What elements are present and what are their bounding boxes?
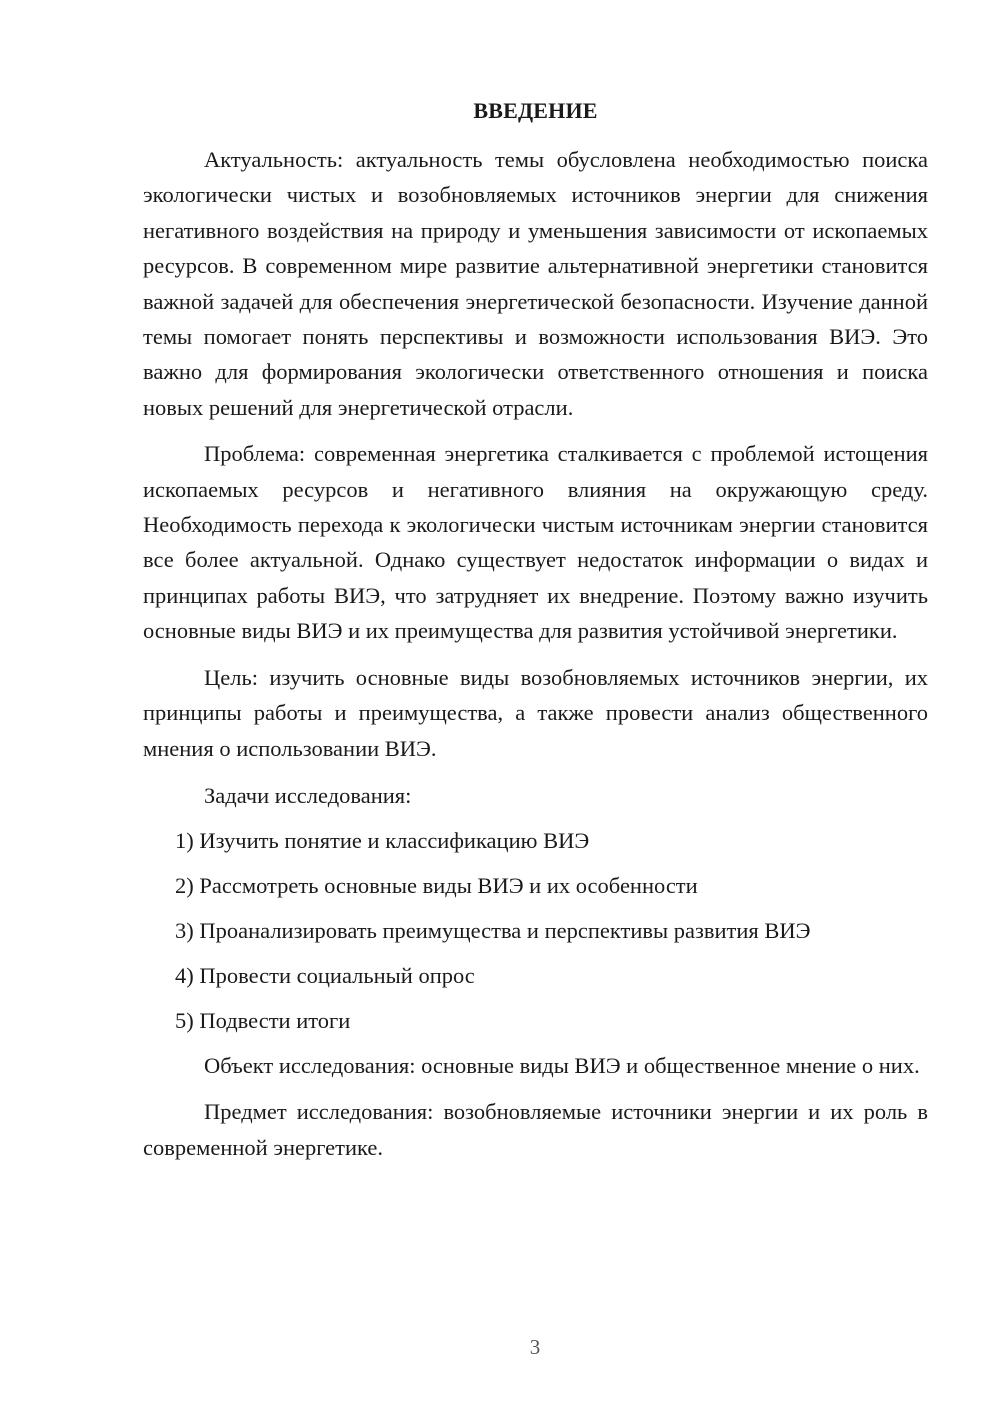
paragraph-subject: Предмет исследования: возобновляемые источники энергии и их роль в современной энергетике. <box>143 1099 928 1160</box>
task-item: 1) Изучить понятие и классификацию ВИЭ <box>175 827 590 853</box>
task-item: 3) Проанализировать преимущества и перспективы развития ВИЭ <box>175 917 811 943</box>
paragraph-relevance: Актуальность: актуальность темы обусловлена необходимостью поиска экологически чистых и возобновляемых источников энергии для снижения негативного воздействия на природу и уменьшения зависимости от ископаемых ресурсов. В современном мире развитие альтернативной энергетики становится важной задачей для обеспечения энергетической безопасности. Изучение данной темы помогает понять перспективы и возможности использования ВИЭ. Это важно для формирования экологически ответственного отношения и поиска новых решений для энергетической отрасли. <box>143 147 928 420</box>
tasks-list <box>143 823 928 1038</box>
tasks-heading: Задачи исследования: <box>204 782 412 808</box>
page-title: ВВЕДЕНИЕ <box>473 98 598 123</box>
task-item: 4) Провести социальный опрос <box>175 962 475 988</box>
paragraph-object: Объект исследования: основные виды ВИЭ и общественное мнение о них. <box>204 1052 920 1078</box>
task-item: 5) Подвести итоги <box>175 1007 351 1033</box>
task-item: 2) Рассмотреть основные виды ВИЭ и их особенности <box>175 872 698 898</box>
page-number: 3 <box>529 1335 541 1359</box>
document-body <box>143 142 928 1165</box>
paragraph-problem: Проблема: современная энергетика сталкивается с проблемой истощения ископаемых ресурсов и негативного влияния на окружающую среду. Необходимость перехода к экологически чистым источникам энергии становится все более актуальной. Однако существует недостаток информации о видах и принципах работы ВИЭ, что затрудняет их внедрение. Поэтому важно изучить основные виды ВИЭ и их преимущества для развития устойчивой энергетики. <box>143 441 928 644</box>
paragraph-goal: Цель: изучить основные виды возобновляемых источников энергии, их принципы работы и преимущества, а также провести анализ общественного мнения о использовании ВИЭ. <box>143 664 928 761</box>
